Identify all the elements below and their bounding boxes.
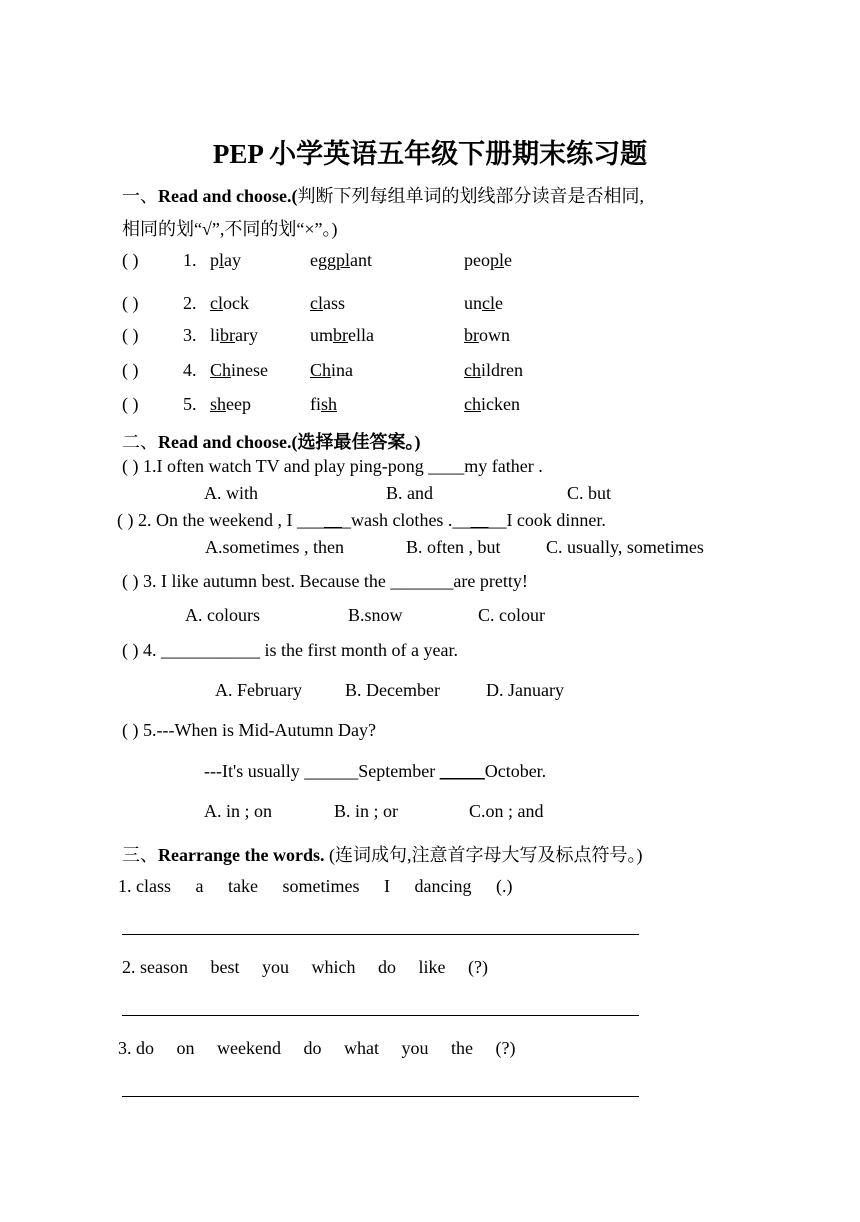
rearrange-word: which bbox=[311, 957, 356, 977]
q5-line2-end: October. bbox=[484, 761, 547, 781]
q5-option-c: C.on ; and bbox=[469, 801, 544, 821]
word-part: ina bbox=[331, 360, 354, 380]
word-part: um bbox=[310, 325, 334, 345]
q3-option-a: A. colours bbox=[185, 605, 260, 625]
section1-heading-rest: 判断下列每组单词的划线部分读音是否相同, bbox=[297, 186, 645, 206]
rearrange-word: what bbox=[343, 1038, 379, 1058]
answer-line[interactable] bbox=[122, 1096, 639, 1097]
item-number: 3. bbox=[183, 325, 197, 345]
underlined-letters: pl bbox=[490, 250, 505, 270]
underlined-letters: cl bbox=[210, 293, 223, 313]
word-part: peo bbox=[464, 250, 490, 270]
q2-text-end: __I cook dinner. bbox=[488, 510, 606, 530]
phonics-word bbox=[210, 394, 251, 415]
section2-prefix: 二、 bbox=[122, 432, 158, 452]
phonics-word bbox=[464, 250, 512, 271]
rearrange-item-2 bbox=[122, 957, 488, 978]
item-number: 1. bbox=[183, 250, 197, 270]
q2-option-a: A.sometimes , then bbox=[205, 537, 344, 557]
answer-blank[interactable]: ( ) bbox=[122, 360, 139, 380]
underlined-letters: pl bbox=[336, 250, 351, 270]
section3-heading bbox=[122, 841, 642, 867]
answer-blank[interactable]: ( ) bbox=[122, 293, 139, 313]
phonics-word bbox=[210, 250, 241, 271]
answer-blank[interactable]: ( ) bbox=[122, 250, 139, 270]
q4-option-c: D. January bbox=[486, 680, 564, 700]
rearrange-item-2-start: 2. season bbox=[122, 957, 188, 977]
q2-option-c: C. usually, sometimes bbox=[546, 537, 704, 557]
word-part: eep bbox=[226, 394, 251, 414]
q4-option-a: A. February bbox=[215, 680, 302, 700]
underlined-letters: sh bbox=[321, 394, 338, 414]
rearrange-word: you bbox=[401, 1038, 429, 1058]
q4-text: ( ) 4. ___________ is the first month of a year. bbox=[122, 640, 458, 660]
phonics-word bbox=[464, 293, 503, 314]
phonics-word bbox=[310, 394, 337, 415]
q2-option-b: B. often , but bbox=[406, 537, 501, 557]
underlined-letters: br bbox=[464, 325, 479, 345]
underlined-letters: Ch bbox=[210, 360, 232, 380]
underlined-letters: ch bbox=[464, 360, 481, 380]
word-part: ass bbox=[323, 293, 345, 313]
underlined-letters: ch bbox=[464, 394, 481, 414]
q3-text: ( ) 3. I like autumn best. Because the _______are pretty! bbox=[122, 571, 528, 591]
section2-heading-bold: Read and choose.(选择最佳答案。) bbox=[158, 432, 421, 452]
rearrange-word: on bbox=[176, 1038, 195, 1058]
q2-text-mid: _wash clothes .__ bbox=[341, 510, 471, 530]
rearrange-word: weekend bbox=[217, 1038, 281, 1058]
q3-option-c: C. colour bbox=[478, 605, 545, 625]
word-part: inese bbox=[231, 360, 268, 380]
q1-option-c: C. but bbox=[567, 483, 612, 503]
word-part: icken bbox=[481, 394, 520, 414]
word-part: egg bbox=[310, 250, 336, 270]
phonics-word bbox=[210, 325, 258, 346]
answer-line[interactable] bbox=[122, 934, 639, 935]
q2-blank1: __ bbox=[323, 510, 342, 530]
rearrange-word: (?) bbox=[468, 957, 488, 977]
word-part: ella bbox=[348, 325, 374, 345]
underlined-letters: l bbox=[219, 250, 225, 270]
q3-option-b: B.snow bbox=[348, 605, 403, 625]
q1-option-a: A. with bbox=[204, 483, 258, 503]
word-part: ary bbox=[235, 325, 258, 345]
word-part: e bbox=[495, 293, 503, 313]
q5-line2-start: ---It's usually ______September bbox=[204, 761, 440, 781]
rearrange-word: (?) bbox=[495, 1038, 516, 1058]
word-part: ant bbox=[350, 250, 373, 270]
section2-heading bbox=[122, 428, 421, 454]
phonics-word bbox=[210, 293, 249, 314]
q5-option-a: A. in ; on bbox=[204, 801, 273, 821]
word-part: own bbox=[479, 325, 510, 345]
q5-blank: _____ bbox=[439, 761, 485, 781]
section1-heading-line2: 相同的划“√”,不同的划“×”。) bbox=[122, 219, 338, 239]
phonics-word bbox=[464, 360, 523, 381]
rearrange-word: do bbox=[303, 1038, 322, 1058]
page-title: PEP 小学英语五年级下册期末练习题 bbox=[212, 139, 648, 169]
section1-heading bbox=[122, 182, 644, 208]
rearrange-word: like bbox=[418, 957, 446, 977]
phonics-word bbox=[464, 325, 510, 346]
q1-text: ( ) 1.I often watch TV and play ping-pong ____my father . bbox=[122, 456, 543, 476]
word-part: p bbox=[210, 250, 219, 270]
q2-text bbox=[117, 510, 606, 531]
rearrange-item-3 bbox=[118, 1038, 515, 1059]
answer-blank[interactable]: ( ) bbox=[122, 325, 139, 345]
rearrange-item-3-start: 3. do bbox=[118, 1038, 154, 1058]
phonics-word bbox=[310, 293, 345, 314]
answer-blank[interactable]: ( ) bbox=[122, 394, 139, 414]
phonics-word bbox=[310, 325, 374, 346]
item-number: 2. bbox=[183, 293, 197, 313]
word-part: ildren bbox=[481, 360, 523, 380]
q5-option-b: B. in ; or bbox=[334, 801, 399, 821]
q5-text: ( ) 5.---When is Mid-Autumn Day? bbox=[122, 720, 376, 740]
word-part: ock bbox=[223, 293, 249, 313]
rearrange-word: I bbox=[383, 876, 390, 896]
q2-blank2: __ bbox=[470, 510, 489, 530]
rearrange-word: take bbox=[228, 876, 258, 896]
underlined-letters: sh bbox=[210, 394, 227, 414]
word-part: e bbox=[504, 250, 513, 270]
q1-option-b: B. and bbox=[386, 483, 433, 503]
underlined-letters: cl bbox=[482, 293, 495, 313]
phonics-word bbox=[310, 360, 353, 381]
q5-line2 bbox=[204, 761, 546, 782]
q4-option-b: B. December bbox=[345, 680, 440, 700]
word-part: un bbox=[464, 293, 482, 313]
rearrange-item-1-start: 1. class bbox=[118, 876, 171, 896]
rearrange-word: the bbox=[450, 1038, 473, 1058]
section3-heading-rest: (连词成句,注意首字母大写及标点符号。) bbox=[324, 845, 643, 865]
section3-prefix: 三、 bbox=[122, 845, 158, 865]
rearrange-word: a bbox=[195, 876, 204, 896]
underlined-letters: Ch bbox=[310, 360, 332, 380]
phonics-word bbox=[464, 394, 520, 415]
word-part: ay bbox=[224, 250, 242, 270]
answer-line[interactable] bbox=[122, 1015, 639, 1016]
q2-text-start: ( ) 2. On the weekend , I ___ bbox=[117, 510, 324, 530]
rearrange-word: dancing bbox=[414, 876, 472, 896]
section1-prefix: 一、 bbox=[122, 186, 158, 206]
rearrange-word: sometimes bbox=[282, 876, 360, 896]
rearrange-word: you bbox=[262, 957, 289, 977]
phonics-word bbox=[210, 360, 268, 381]
word-part: li bbox=[210, 325, 221, 345]
item-number: 4. bbox=[183, 360, 197, 380]
underlined-letters: br bbox=[220, 325, 236, 345]
rearrange-word: do bbox=[378, 957, 396, 977]
rearrange-word: best bbox=[210, 957, 240, 977]
section3-heading-bold: Rearrange the words. bbox=[158, 845, 325, 865]
rearrange-item-1 bbox=[118, 876, 512, 897]
rearrange-word: (.) bbox=[495, 876, 513, 896]
item-number: 5. bbox=[183, 394, 197, 414]
underlined-letters: cl bbox=[310, 293, 323, 313]
word-part: fi bbox=[310, 394, 321, 414]
underlined-letters: br bbox=[333, 325, 349, 345]
phonics-word bbox=[310, 250, 372, 271]
section1-heading-bold: Read and choose.( bbox=[158, 186, 298, 206]
